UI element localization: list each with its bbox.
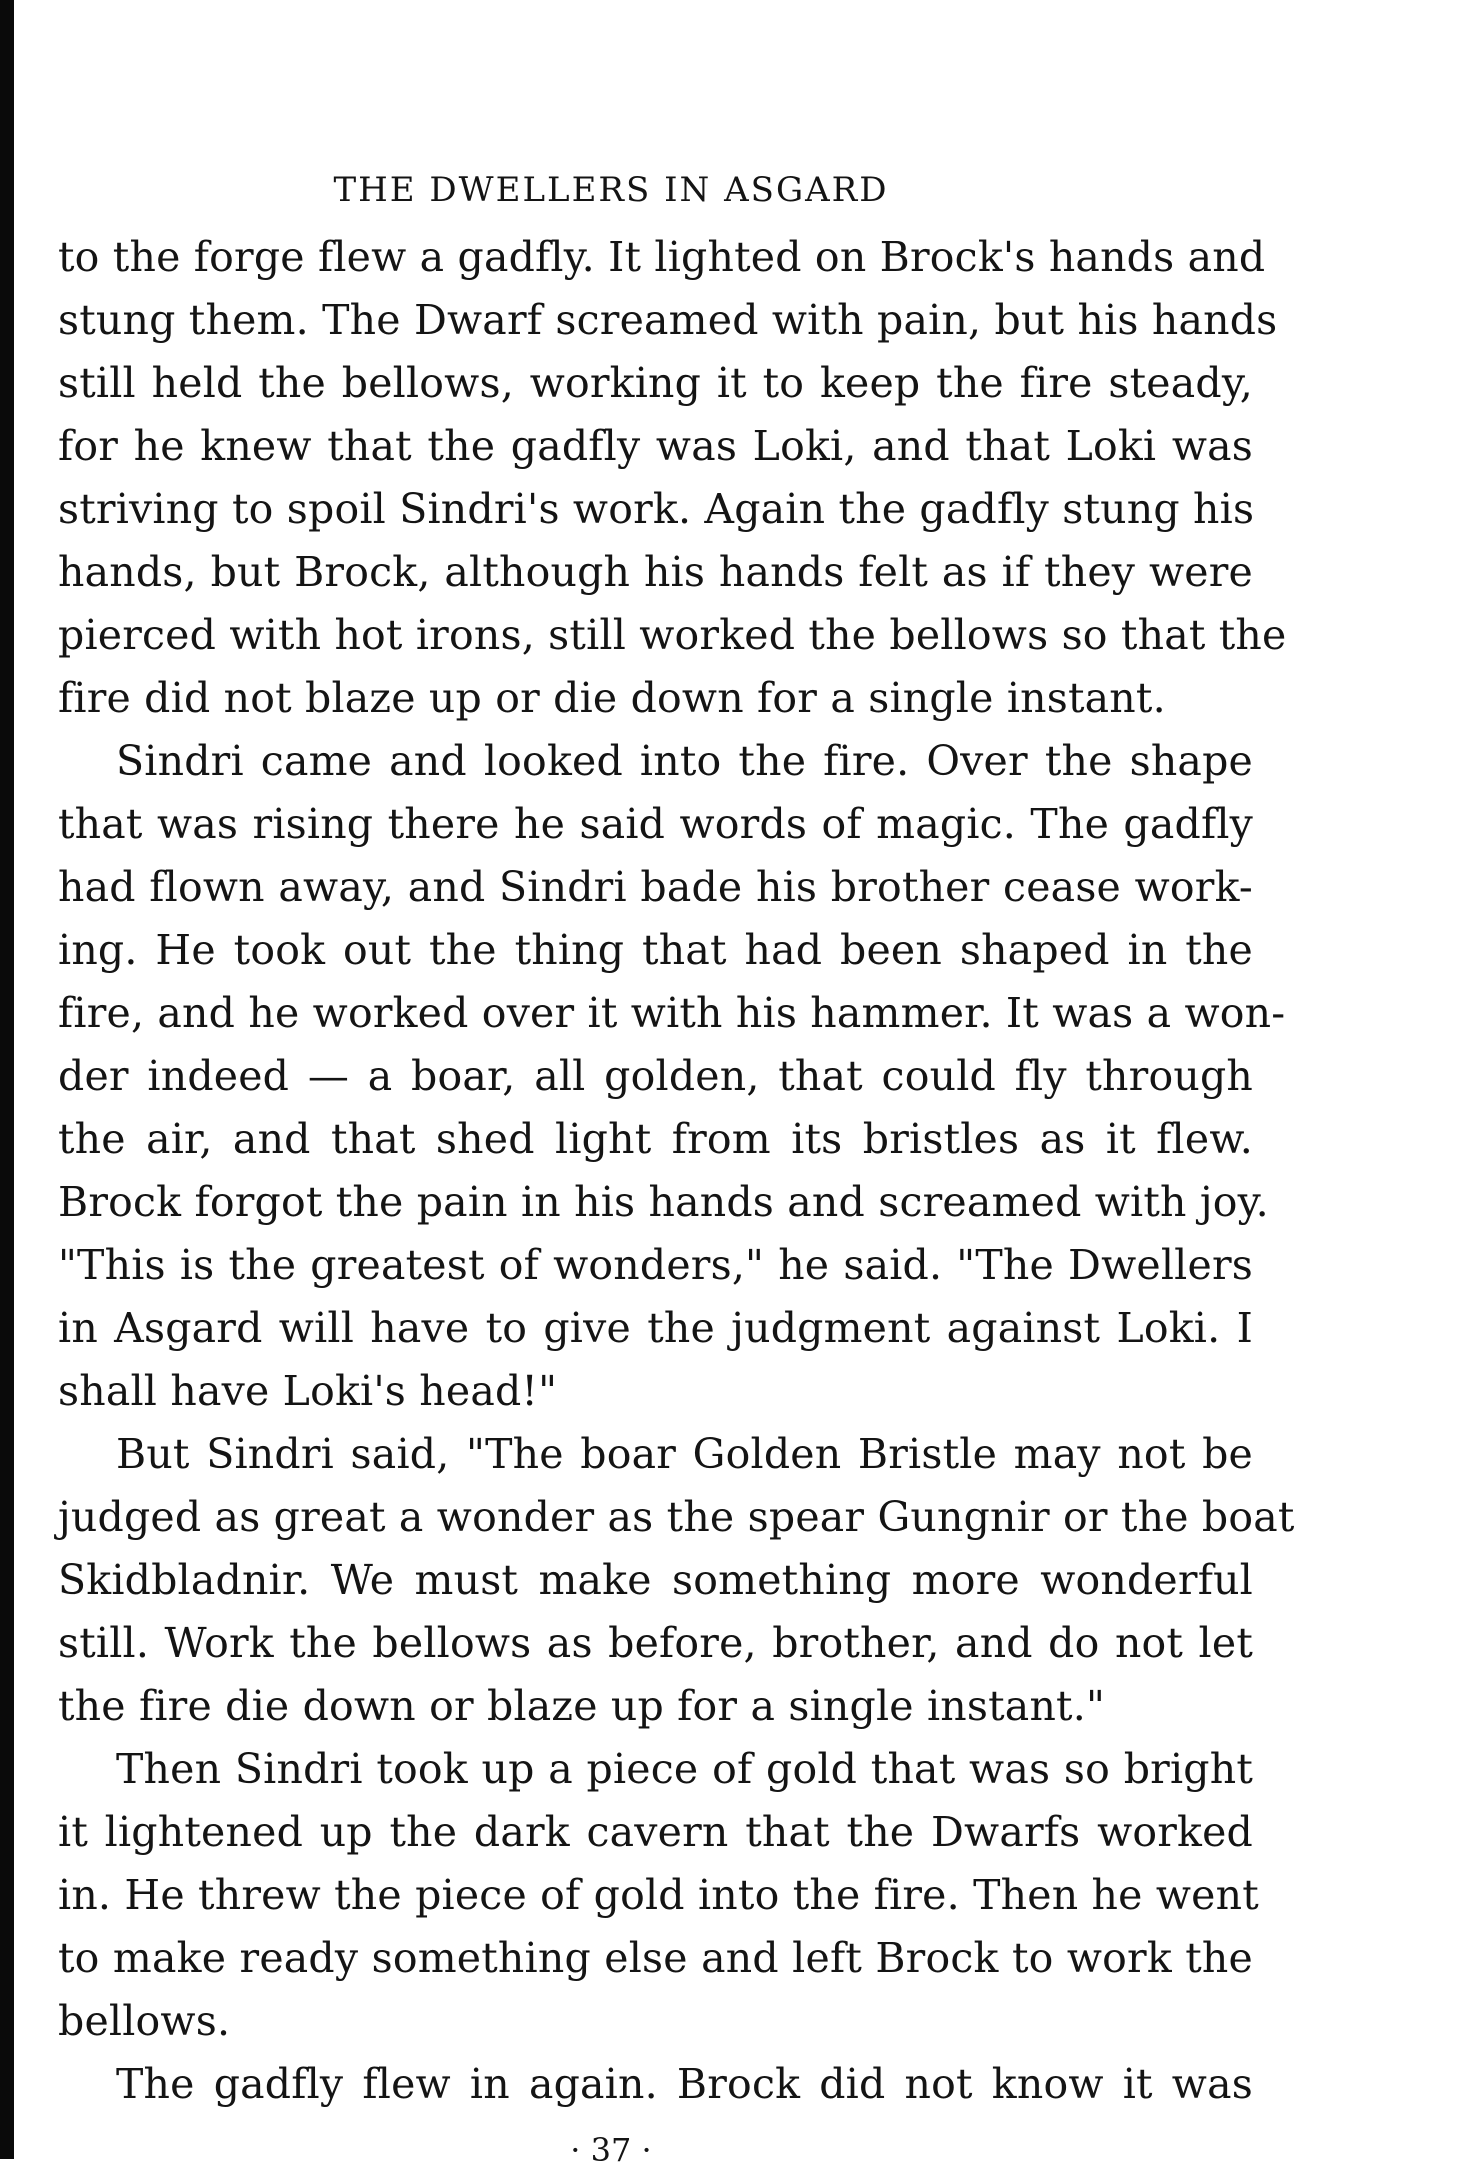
text-line: bellows. — [58, 1997, 231, 2045]
text-line: Brock forgot the pain in his hands and screamed with joy. — [58, 1178, 1269, 1226]
text-line: striving to spoil Sindri's work. Again the gadfly stung his — [58, 485, 1255, 533]
text-line: for he knew that the gadfly was Loki, and that Loki was — [58, 422, 1253, 470]
page-number: · 37 · — [570, 2131, 652, 2169]
text-line: had flown away, and Sindri bade his brother cease work- — [58, 863, 1253, 911]
text-line: to make ready something else and left Brock to work the — [58, 1934, 1253, 1982]
text-line: But Sindri said, "The boar Golden Bristle may not be — [116, 1430, 1253, 1478]
body-text — [58, 226, 1295, 2116]
text-line: it lightened up the dark cavern that the Dwarfs worked — [58, 1808, 1253, 1856]
text-line: Skidbladnir. We must make something more wonderful — [58, 1556, 1253, 1604]
text-line: fire, and he worked over it with his hammer. It was a won- — [58, 989, 1286, 1037]
text-line: in. He threw the piece of gold into the fire. Then he went — [58, 1871, 1259, 1919]
text-line: der indeed — a boar, all golden, that could fly through — [58, 1052, 1253, 1100]
text-line: pierced with hot irons, still worked the bellows so that the — [58, 611, 1287, 659]
text-line: to the forge flew a gadfly. It lighted on Brock's hands and — [58, 233, 1266, 281]
text-line: judged as great a wonder as the spear Gungnir or the boat — [58, 1493, 1295, 1541]
text-line: The gadfly flew in again. Brock did not know it was — [116, 2060, 1253, 2108]
text-line: the fire die down or blaze up for a single instant." — [58, 1682, 1106, 1730]
text-line: that was rising there he said words of magic. The gadfly — [58, 800, 1253, 848]
text-line: Then Sindri took up a piece of gold that was so bright — [116, 1745, 1253, 1793]
text-line: in Asgard will have to give the judgment against Loki. I — [58, 1304, 1253, 1352]
text-line: Sindri came and looked into the fire. Over the shape — [116, 737, 1253, 785]
text-line: fire did not blaze up or die down for a single instant. — [58, 674, 1166, 722]
text-line: still. Work the bellows as before, brother, and do not let — [58, 1619, 1253, 1667]
running-head: THE DWELLERS IN ASGARD — [333, 170, 889, 210]
text-line: still held the bellows, working it to keep the fire steady, — [58, 359, 1253, 407]
text-line: ing. He took out the thing that had been shaped in the — [58, 926, 1253, 974]
text-line: the air, and that shed light from its bristles as it flew. — [58, 1115, 1253, 1163]
text-line: stung them. The Dwarf screamed with pain, but his hands — [58, 296, 1278, 344]
text-line: "This is the greatest of wonders," he said. "The Dwellers — [58, 1241, 1253, 1289]
text-line: hands, but Brock, although his hands felt as if they were — [58, 548, 1253, 596]
text-line: shall have Loki's head!" — [58, 1367, 558, 1415]
